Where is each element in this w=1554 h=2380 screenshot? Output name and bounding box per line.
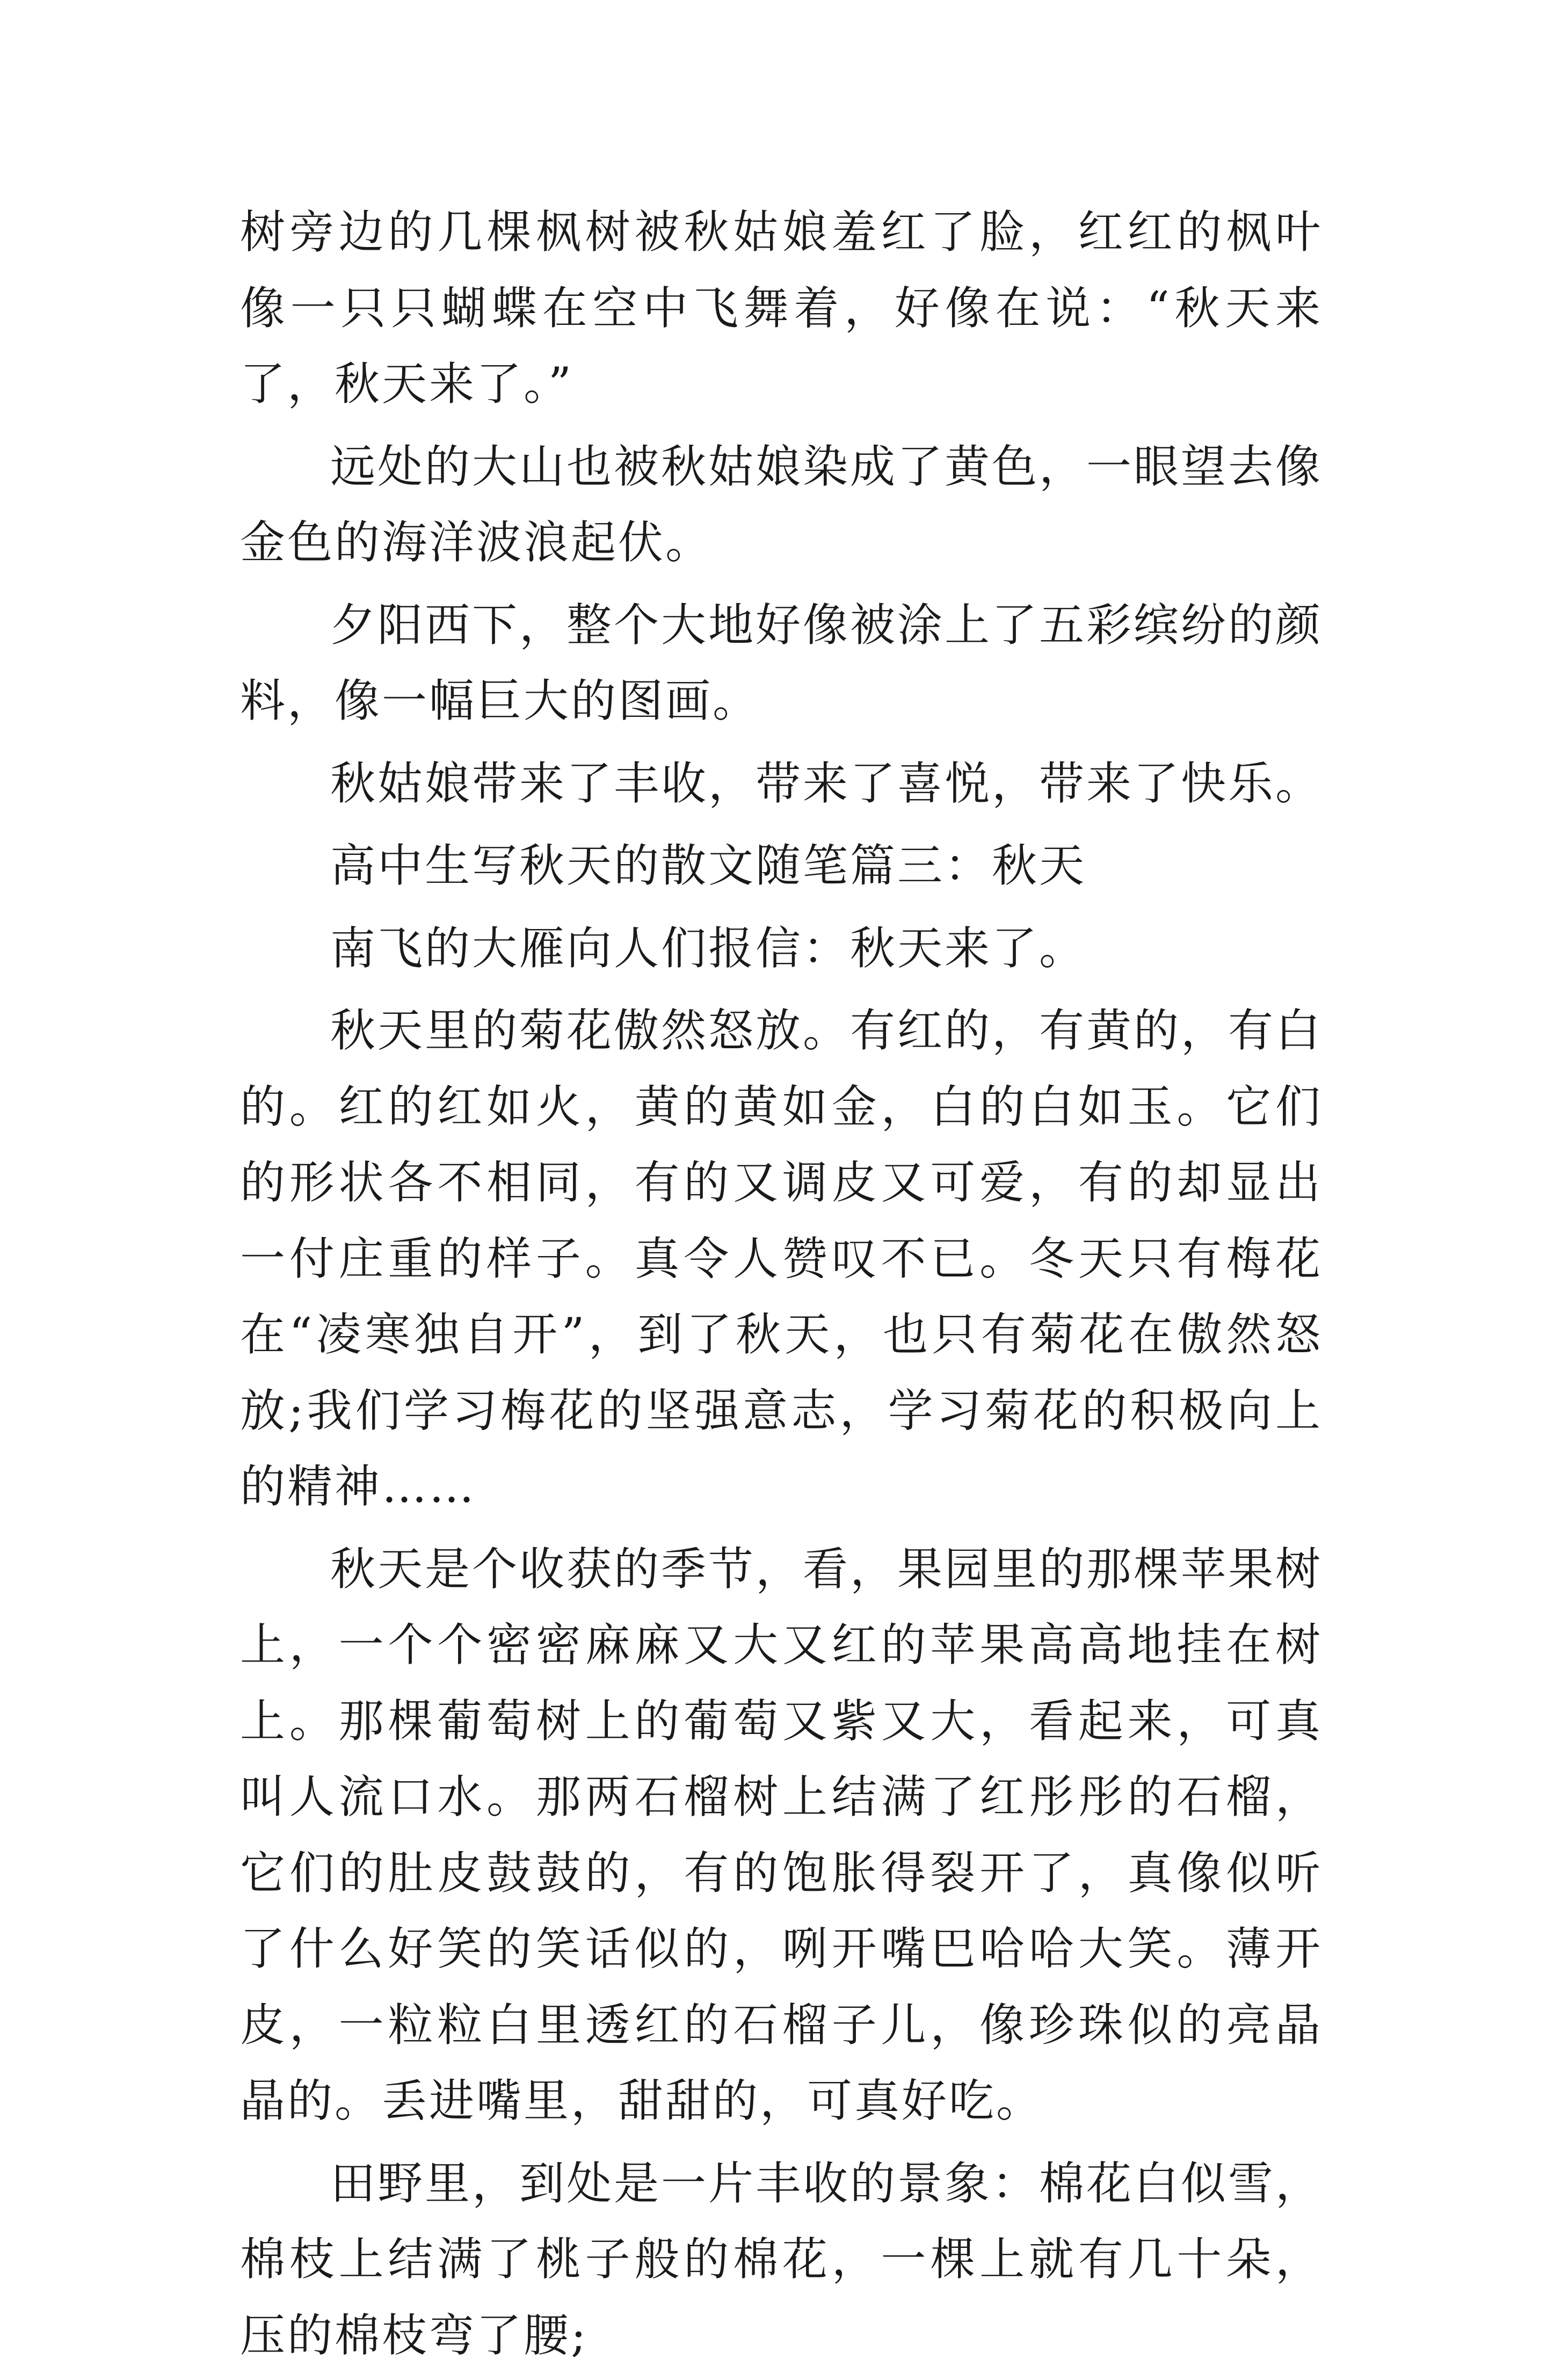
paragraph-mountains: 远处的大山也被秋姑娘染成了黄色，一眼望去像金色的海洋波浪起伏。 — [240, 440, 1323, 569]
paragraph-chrysanthemums: 秋天里的菊花傲然怒放。有红的，有黄的，有白的。红的红如火，黄的黄如金，白的白如玉。它们的形状各不相同，有的又调皮又可爱，有的却显出一付庄重的样子。真令人赞叹不已。冬天只有梅花在“凌寒独自开”，到了秋天，也只有菊花在傲然怒放;我们学习梅花的坚强意志，学习菊花的积极向上的精神…… — [240, 1004, 1323, 1513]
paragraph-orchard: 秋天是个收获的季节，看，果园里的那棵苹果树上，一个个密密麻麻又大又红的苹果高高地挂在树上。那棵葡萄树上的葡萄又紫又大，看起来，可真叫人流口水。那两石榴树上结满了红彤彤的石榴，它们的肚皮鼓鼓的，有的饱胀得裂开了，真像似听了什么好笑的笑话似的，咧开嘴巴哈哈大笑。薄开皮，一粒粒白里透红的石榴子儿，像珍珠似的亮晶晶的。丢进嘴里，甜甜的，可真好吃。 — [240, 1542, 1323, 2127]
paragraph-wild-geese: 南飞的大雁向人们报信：秋天来了。 — [330, 921, 1087, 975]
document-body — [240, 194, 1323, 2380]
paragraph-sunset: 夕阳西下，整个大地好像被涂上了五彩缤纷的颜料，像一幅巨大的图画。 — [240, 598, 1323, 727]
paragraph-harvest-joy: 秋姑娘带来了丰收，带来了喜悦，带来了快乐。 — [330, 757, 1323, 810]
section-heading: 高中生写秋天的散文随笔篇三：秋天 — [330, 839, 1087, 892]
paragraph-fields: 田野里，到处是一片丰收的景象：棉花白似雪，棉枝上结满了桃子般的棉花，一棵上就有几十朵，压的棉枝弯了腰; — [240, 2157, 1323, 2362]
paragraph-maple-trees: 树旁边的几棵枫树被秋姑娘羞红了脸，红红的枫叶像一只只蝴蝶在空中飞舞着，好像在说：“秋天来了，秋天来了。” — [240, 206, 1323, 410]
